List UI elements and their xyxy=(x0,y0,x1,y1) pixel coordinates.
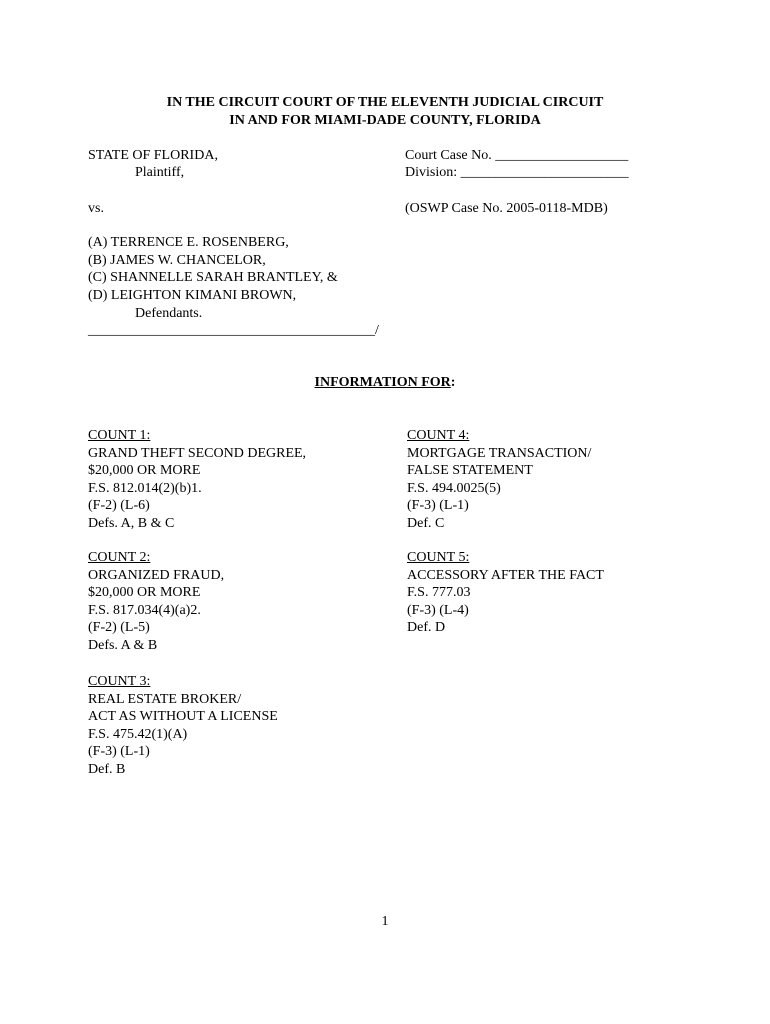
count-4-label: COUNT 4: xyxy=(407,428,470,443)
count-1-block xyxy=(88,427,306,532)
count-2-statute: F.S. 817.034(4)(a)2. xyxy=(88,602,201,618)
count-5-block xyxy=(407,549,604,637)
count-4-statute: F.S. 494.0025(5) xyxy=(407,480,501,496)
count-3-defendants: Def. B xyxy=(88,761,126,777)
count-1-level: (F-2) (L-6) xyxy=(88,498,150,513)
count-2-offense: ORGANIZED FRAUD, xyxy=(88,567,225,583)
count-4-offense-cont: FALSE STATEMENT xyxy=(407,463,533,478)
plaintiff-role: Plaintiff, xyxy=(135,165,185,180)
count-5-label: COUNT 5: xyxy=(407,550,470,565)
count-1-label: COUNT 1: xyxy=(88,428,151,443)
count-5-offense: ACCESSORY AFTER THE FACT xyxy=(407,567,604,583)
count-2-level: (F-2) (L-5) xyxy=(88,620,150,635)
count-2-block xyxy=(88,549,224,654)
information-title-text: INFORMATION FOR xyxy=(314,375,451,390)
versus: vs. xyxy=(88,201,104,216)
court-heading-line-1: IN THE CIRCUIT COURT OF THE ELEVENTH JUDICIAL CIRCUIT xyxy=(166,95,604,110)
count-3-level: (F-3) (L-1) xyxy=(88,744,150,759)
court-heading-line-2: IN AND FOR MIAMI-DADE COUNTY, FLORIDA xyxy=(229,113,541,128)
plaintiff-name: STATE OF FLORIDA, xyxy=(88,148,218,163)
division: Division: ________________________ xyxy=(405,165,629,180)
count-1-amount: $20,000 OR MORE xyxy=(88,463,201,478)
count-1-defendants: Defs. A, B & C xyxy=(88,515,175,531)
count-1-offense: GRAND THEFT SECOND DEGREE, xyxy=(88,445,307,461)
information-title-colon: : xyxy=(450,375,456,390)
count-1-statute: F.S. 812.014(2)(b)1. xyxy=(88,480,202,496)
defendant-b: (B) JAMES W. CHANCELOR, xyxy=(88,252,266,268)
count-3-statute: F.S. 475.42(1)(A) xyxy=(88,726,188,742)
defendant-c: (C) SHANNELLE SARAH BRANTLEY, & xyxy=(88,270,338,285)
defendant-a: (A) TERRENCE E. ROSENBERG, xyxy=(88,235,289,250)
count-3-label: COUNT 3: xyxy=(88,674,151,689)
count-4-offense: MORTGAGE TRANSACTION/ xyxy=(407,445,592,461)
count-4-defendants: Def. C xyxy=(407,515,445,531)
count-4-block xyxy=(407,427,591,532)
count-4-level: (F-3) (L-1) xyxy=(407,498,469,513)
count-2-label: COUNT 2: xyxy=(88,550,151,565)
defendant-d: (D) LEIGHTON KIMANI BROWN, xyxy=(88,287,297,303)
count-3-offense: REAL ESTATE BROKER/ xyxy=(88,691,242,707)
count-2-amount: $20,000 OR MORE xyxy=(88,585,201,600)
count-5-statute: F.S. 777.03 xyxy=(407,585,471,600)
oswp-case-number: (OSWP Case No. 2005-0118-MDB) xyxy=(405,201,608,216)
caption-separator: _________________________________________/ xyxy=(88,323,379,338)
count-2-defendants: Defs. A & B xyxy=(88,637,158,653)
defendants-role: Defendants. xyxy=(135,306,203,321)
count-3-block xyxy=(88,673,278,778)
count-5-defendants: Def. D xyxy=(407,620,446,635)
count-3-offense-cont: ACT AS WITHOUT A LICENSE xyxy=(88,709,278,724)
count-5-level: (F-3) (L-4) xyxy=(407,602,469,618)
defendant-list xyxy=(88,234,338,304)
page-number: 1 xyxy=(381,914,389,929)
court-case-number: Court Case No. ___________________ xyxy=(405,148,629,163)
information-title xyxy=(0,374,770,392)
